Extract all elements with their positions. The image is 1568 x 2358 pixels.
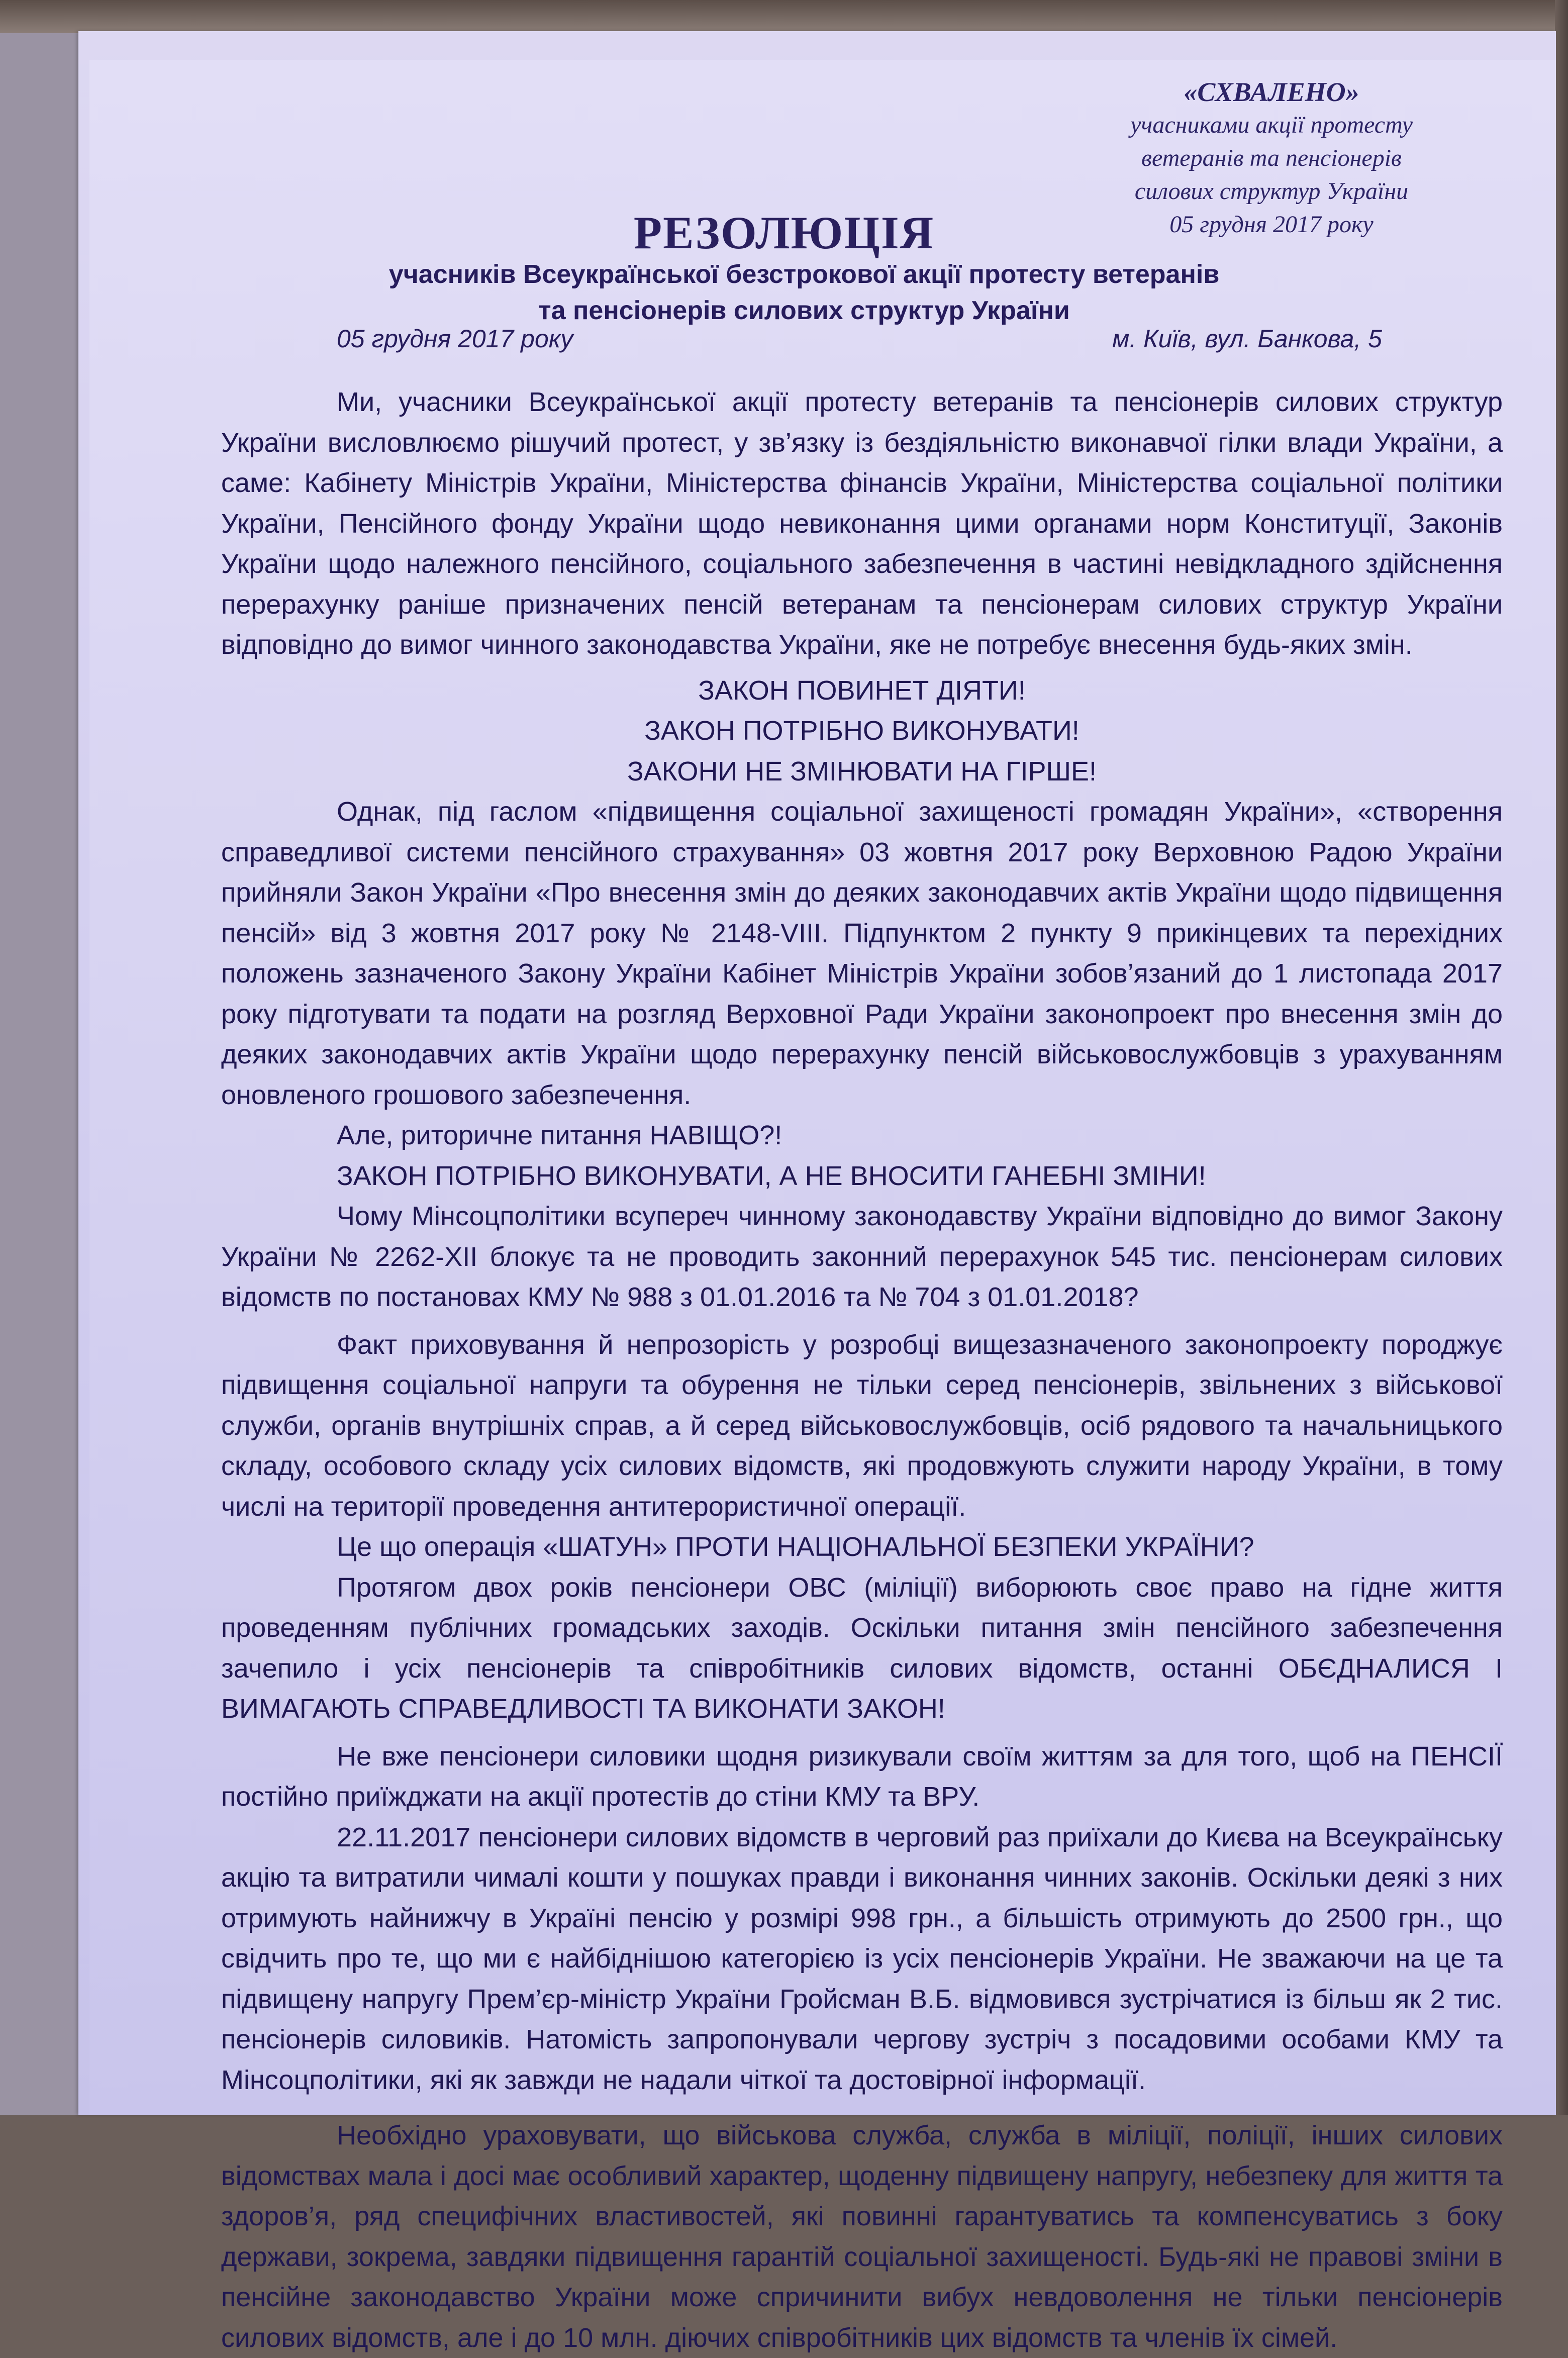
document-date: 05 грудня 2017 року	[337, 325, 573, 353]
underlying-sheet	[0, 33, 80, 2115]
subtitle-line: учасників Всеукраїнської безстрокової акції протесту ветеранів	[388, 260, 1220, 289]
paragraph-struggle: Протягом двох років пенсіонери ОВС (міліції) виборюють своє право на гідне життя проведенням публічних громадських заходів. Оскільки питання змін пенсійного забезпечення зачепило і усіх пенсіонерів та співробітників силових відомств, останні ОБЄДНАЛИСЯ І ВИМАГАЮТЬ СПРАВЕДЛИВОСТІ ТА ВИКОНАТИ ЗАКОН!	[221, 1572, 1503, 1724]
rhetorical-question: Це що операція «ШАТУН» ПРОТИ НАЦІОНАЛЬНОЇ БЕЗПЕКИ УКРАЇНИ?	[337, 1532, 1254, 1562]
approval-line: учасниками акції протесту	[1130, 112, 1413, 138]
paragraph-protest: Ми, учасники Всеукраїнської акції протесту ветеранів та пенсіонерів силових структур України висловлюємо рішучий протест, у зв’язку із бездіяльністю виконавчої гілки влади України, а саме: Кабінету Міністрів України, Міністерства фінансів України, Міністерства соціальної політики України, Пенсійного фонду України щодо невиконання цими органами норм Конституції, Законів України щодо належного пенсійного, соціального забезпечення в частині невідкладного здійснення перерахунку раніше призначених пенсій ветеранам та пенсіонерам силових структур України відповідно до вимог чинного законодавства України, яке не потребує внесення будь-яких змін.	[221, 387, 1503, 660]
stone-background-right	[1555, 0, 1568, 2115]
approval-line: ветеранів та пенсіонерів	[1141, 145, 1402, 171]
stone-background-top	[0, 0, 1568, 35]
slogan: ЗАКОН ПОТРІБНО ВИКОНУВАТИ, А НЕ ВНОСИТИ ГАНЕБНІ ЗМІНИ!	[337, 1160, 1206, 1191]
approval-title: «СХВАЛЕНО»	[1184, 77, 1359, 107]
paragraph-tension: Факт приховування й непрозорість у розробці вищезазначеного законопроекту породжує підвищення соціальної напруги та обурення не тільки серед пенсіонерів, звільнених з військової служби, органів внутрішніх справ, а й серед військовослужбовців, осіб рядового та начальницького складу, особового складу усіх силових відомств, які продовжують служити народу України, в тому числі на території проведення антитерористичної операції.	[221, 1329, 1503, 1522]
document-place: м. Київ, вул. Банкова, 5	[1112, 325, 1382, 353]
paragraph-law: Однак, під гаслом «підвищення соціальної захищеності громадян України», «створення справедливої системи пенсійного страхування» 03 жовтня 2017 року Верховною Радою України прийняли Закон України «Про внесення змін до деяких законодавчих актів України щодо підвищення пенсій» від 3 жовтня 2017 року № 2148-VIII. Підпунктом 2 пункту 9 прикінцевих та перехідних положень зазначеного Закону України Кабінет Міністрів України зобов’язаний до 1 листопада 2017 року підготувати та подати на розгляд Верховної Ради України законопроект про внесення змін до деяких законодавчих актів України щодо перерахунку пенсій військовослужбовців з урахуванням оновленого грошового забезпечення.	[221, 797, 1503, 1110]
paragraph-question: Чому Мінсоцполітики всупереч чинному законодавству України відповідно до вимог Закону України № 2262-XII блокує та не проводить законний перерахунок 545 тис. пенсіонерам силових відомств по постановах КМУ № 988 з 01.01.2016 та № 704 з 01.01.2018?	[221, 1201, 1503, 1312]
document-title: РЕЗОЛЮЦІЯ	[633, 207, 935, 258]
slogan: ЗАКОН ПОВИНЕТ ДІЯТИ!	[698, 675, 1026, 706]
slogan: ЗАКОНИ НЕ ЗМІНЮВАТИ НА ГІРШЕ!	[627, 756, 1097, 787]
approval-date: 05 грудня 2017 року	[1169, 211, 1374, 238]
slogan: ЗАКОН ПОТРІБНО ВИКОНУВАТИ!	[644, 716, 1080, 746]
document-body	[221, 382, 1503, 2358]
subtitle-line: та пенсіонерів силових структур України	[538, 296, 1070, 325]
document-subtitle	[226, 256, 1382, 329]
dateline	[337, 324, 1382, 353]
approval-line: силових структур України	[1134, 178, 1409, 205]
paragraph-service: Необхідно ураховувати, що військова служба, служба в міліції, поліції, інших силових відомствах мала і досі має особливий характер, щоденну підвищену напругу, небезпеку для життя та здоров’я, ряд специфічних властивостей, які повинні гарантуватись та компенсуватись з боку держави, зокрема, завдяки підвищення гарантій соціальної захищеності. Будь-які не правові зміни в пенсійне законодавство України може спричинити вибух невдоволення не тільки пенсіонерів силових відомств, але і до 10 млн. діючих співробітників цих відомств та членів їх сімей.	[221, 2120, 1503, 2353]
rhetorical-question: Але, риторичне питання НАВІЩО?!	[337, 1120, 782, 1150]
paragraph-risk: Не вже пенсіонери силовики щодня ризикували своїм життям за для того, щоб на ПЕНСІЇ постійно приїжджати на акції протестів до стіни КМУ та ВРУ.	[221, 1741, 1503, 1812]
paragraph-kyiv-action: 22.11.2017 пенсіонери силових відомств в черговий раз приїхали до Києва на Всеукраїнську акцію та витратили чималі кошти у пошуках правди і виконання чинних законів. Оскільки деякі з них отримують найнижчу в Україні пенсію у розмірі 998 грн., а більшість отримують до 2500 грн., що свідчить про те, що ми є найбіднішою категорією із усіх пенсіонерів України. Не зважаючи на це та підвищену напругу Прем’єр-міністр України Гройсман В.Б. відмовився зустрічатися із більш як 2 тис. пенсіонерів силовиків. Натомість запропонували чергову зустріч з посадовими особами КМУ та Мінсоцполітики, які як завжди не надали чіткої та достовірної інформації.	[221, 1822, 1503, 2095]
